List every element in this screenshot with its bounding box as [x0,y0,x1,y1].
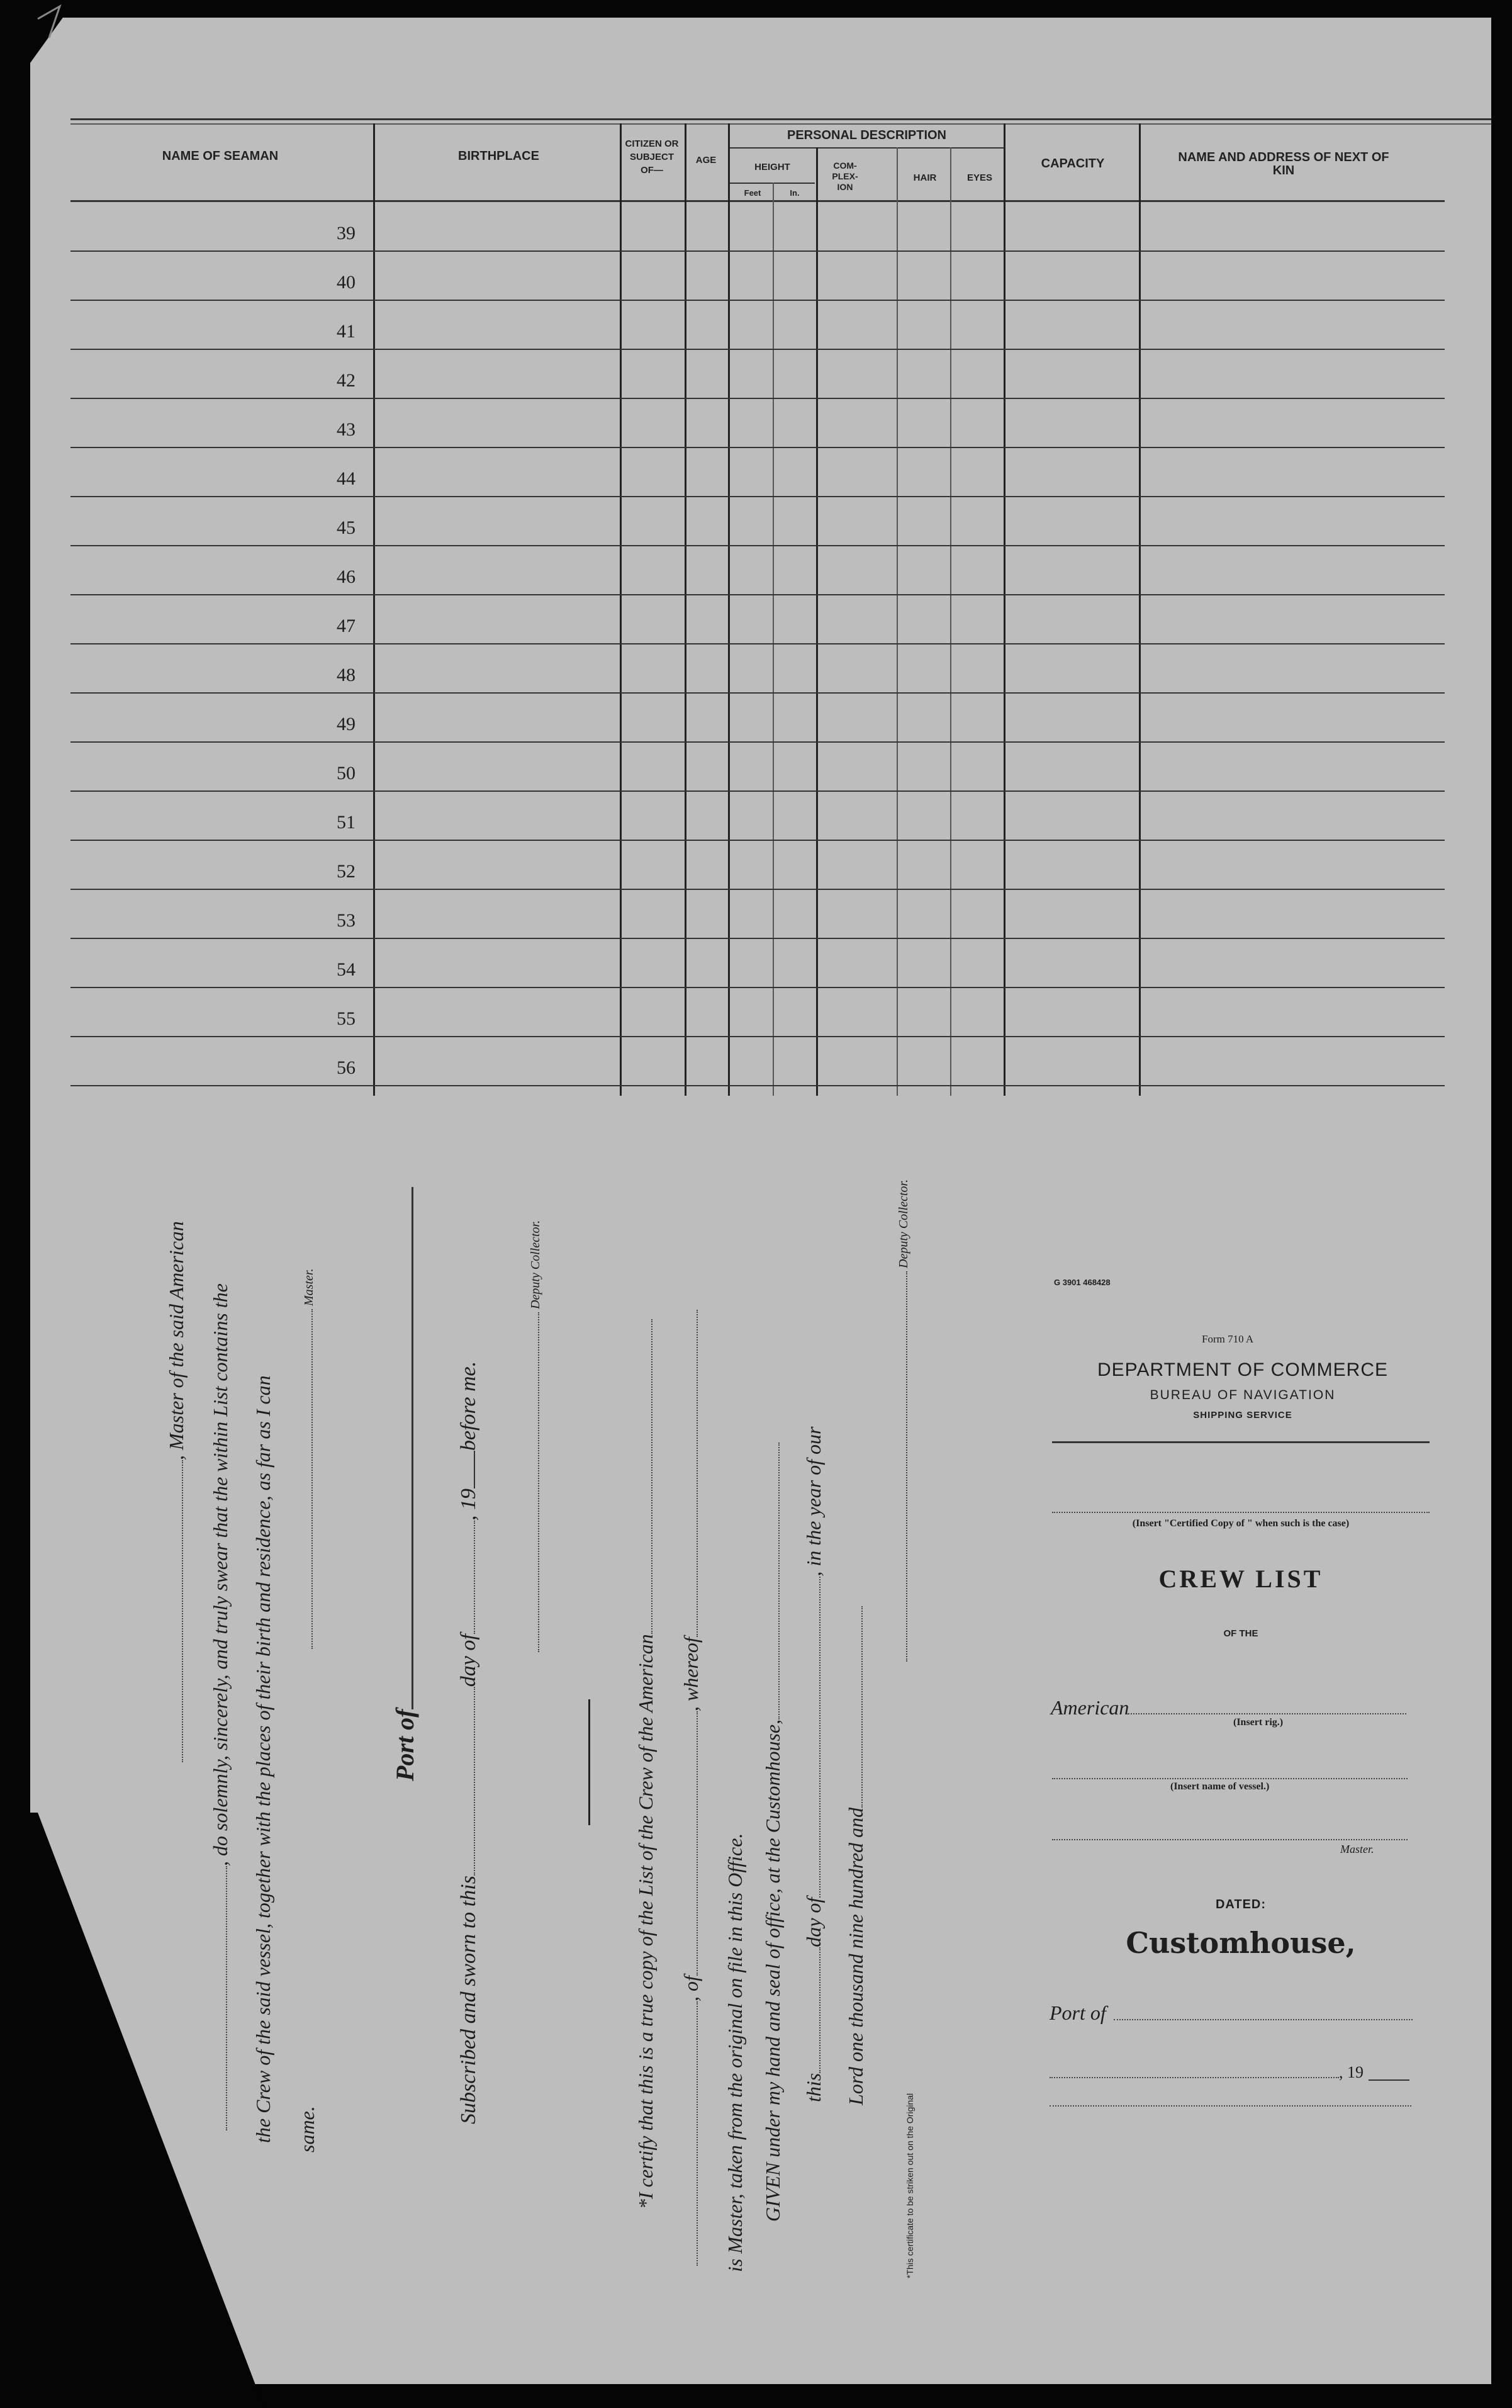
certificate-this-line: thisday of, in the year of our [802,1426,825,2102]
certified-note: (Insert "Certified Copy of " when such is the case) [1132,1518,1350,1529]
col-line-hair [897,147,898,1096]
row-number: 53 [337,910,356,931]
col-line-next-of-kin [1139,123,1141,1096]
header-personal-description: PERSONAL DESCRIPTION [787,128,946,142]
oath-line-2: , do solemnly, sincerely, and truly swear that the within List contains the [209,1283,232,2130]
row-number: 42 [337,370,356,391]
header-age: AGE [695,155,717,166]
col-line-complexion [816,147,818,1096]
certificate-of-line: , of, whereof [680,1310,703,2266]
oath-line-3: the Crew of the said vessel, together with the places of their birth and residence, as far as I can [252,1375,274,2143]
col-line-height [728,123,730,1096]
print-code: G 3901 468428 [1054,1278,1111,1287]
header-capacity: CAPACITY [1041,157,1105,171]
section-divider [588,1699,590,1825]
cert-of-blank-1[interactable] [697,2001,698,2266]
dated-label: DATED: [1215,1898,1267,1911]
cover-port-of-label: Port of [1050,2001,1106,2024]
oath-deputy-collector: Deputy Collector. [529,1220,543,1652]
cover-divider-rule [1052,1441,1430,1443]
oath-line-1: , Master of the said American [165,1221,188,1762]
header-name-of-seaman: NAME OF SEAMAN [162,149,279,163]
vessel-name-blank-cover[interactable] [1052,1778,1408,1779]
cover-year-label: , 19 [1339,2063,1364,2081]
row-number: 51 [337,812,356,833]
header-eyes: EYES [966,172,993,183]
row-line [70,447,1445,448]
folded-corner [0,0,76,88]
header-complexion: COM- PLEX- ION [832,160,858,192]
insert-name-note: (Insert name of vessel.) [1170,1781,1270,1792]
row-line [70,1085,1445,1086]
certificate-line-2: is Master, taken from the original on file in this Office. [724,1833,746,2272]
header-hair: HAIR [913,172,937,183]
row-line [70,741,1445,743]
row-number: 49 [337,714,356,734]
day-blank[interactable] [474,1687,475,1876]
vessel-name-blank[interactable] [651,1319,652,1634]
cert-collector-blank[interactable] [906,1271,907,1662]
cert-month-blank[interactable] [819,1577,820,1898]
header-inches: In. [790,188,800,198]
col-line-eyes [950,147,951,1096]
certificate-line-1: *I certify that this is a true copy of the List of the Crew of the American [634,1319,658,2209]
year-blank[interactable] [474,1451,475,1488]
row-number: 50 [337,763,356,784]
row-number: 40 [337,272,356,293]
oath-collector-blank[interactable] [538,1312,539,1652]
row-number: 56 [337,1057,356,1078]
master-name-blank[interactable] [182,1460,183,1762]
col-line-birthplace [373,123,375,1096]
cover-bottom-rule [1050,2105,1411,2107]
bureau-title: BUREAU OF NAVIGATION [1150,1388,1336,1402]
cert-master-blank[interactable] [697,1310,698,1637]
oath-line-4: same. [296,2106,318,2152]
certified-copy-blank[interactable] [1052,1512,1430,1513]
row-number: 41 [337,321,356,342]
port-name-blank[interactable] [226,1866,227,2130]
oath-port-of: Port of [390,1187,420,1781]
row-line [70,594,1445,595]
row-line [70,643,1445,644]
cert-day-blank[interactable] [819,1947,820,2073]
customhouse-title: Customhouse, [1126,1926,1356,1960]
row-line [70,987,1445,988]
header-height: HEIGHT [754,162,790,172]
row-line [70,692,1445,694]
oath-port-blank[interactable] [412,1187,413,1709]
subscribed-line: Subscribed and sworn to thisday of, 19before me. [457,1361,480,2124]
master-blank-cover[interactable] [1052,1839,1408,1840]
row-number: 55 [337,1008,356,1029]
cover-year-blank[interactable] [1369,2079,1409,2081]
header-citizen: CITIZEN OR SUBJECT OF— [625,138,679,176]
cert-of-blank-2[interactable] [697,1711,698,1976]
row-line [70,889,1445,890]
department-title: DEPARTMENT OF COMMERCE [1097,1359,1389,1380]
row-line [70,349,1445,350]
table-top-rule-2 [70,123,1491,125]
row-number: 52 [337,861,356,882]
row-number: 39 [337,223,356,244]
insert-rig-note: (Insert rig.) [1233,1717,1284,1728]
row-line [70,496,1445,497]
row-line [70,300,1445,301]
personal-desc-rule [730,147,1004,149]
form-number: Form 710 A [1202,1333,1254,1345]
row-number: 43 [337,419,356,440]
row-line [70,250,1445,252]
row-number: 46 [337,566,356,587]
row-number: 44 [337,468,356,489]
row-number: 45 [337,517,356,538]
master-label-cover: Master. [1340,1843,1374,1855]
cert-year-blank[interactable] [861,1606,863,1808]
row-number: 47 [337,616,356,636]
row-line [70,938,1445,939]
certificate-deputy-collector: Deputy Collector. [897,1179,911,1662]
master-signature-blank[interactable] [311,1309,313,1649]
certificate-lord-line: Lord one thousand nine hundred and [844,1606,868,2105]
master-signature [302,1269,316,1649]
row-line [70,545,1445,546]
cover-port-blank[interactable] [1114,2019,1413,2020]
col-line-age [685,123,686,1096]
col-line-citizen [620,123,622,1096]
col-line-capacity [1004,123,1005,1096]
row-number: 48 [337,665,356,685]
header-next-of-kin: NAME AND ADDRESS OF NEXT OF KIN [1178,150,1389,177]
month-blank[interactable] [474,1521,475,1634]
header-birthplace: BIRTHPLACE [458,149,539,163]
row-number: 54 [337,959,356,980]
row-line [70,840,1445,841]
header-bottom-rule [70,200,1445,202]
crew-list-title: CREW LIST [1158,1565,1323,1593]
master-label: Master. [302,1268,316,1306]
header-feet: Feet [744,188,761,198]
rig-blank[interactable] [1126,1713,1406,1714]
of-the-label: OF THE [1223,1628,1258,1639]
col-line-inches [773,183,774,1096]
customhouse-blank[interactable] [778,1443,780,1719]
american-label: American [1051,1696,1129,1719]
cover-date-blank[interactable] [1050,2077,1339,2078]
table-top-rule [70,118,1491,120]
certificate-footnote: *This certificate to be striken out on the Original [905,2093,915,2278]
service-title: SHIPPING SERVICE [1193,1410,1292,1421]
row-line [70,398,1445,399]
certificate-line-3: GIVEN under my hand and seal of office, at the Customhouse, [761,1443,785,2222]
row-line [70,790,1445,792]
row-line [70,1036,1445,1037]
